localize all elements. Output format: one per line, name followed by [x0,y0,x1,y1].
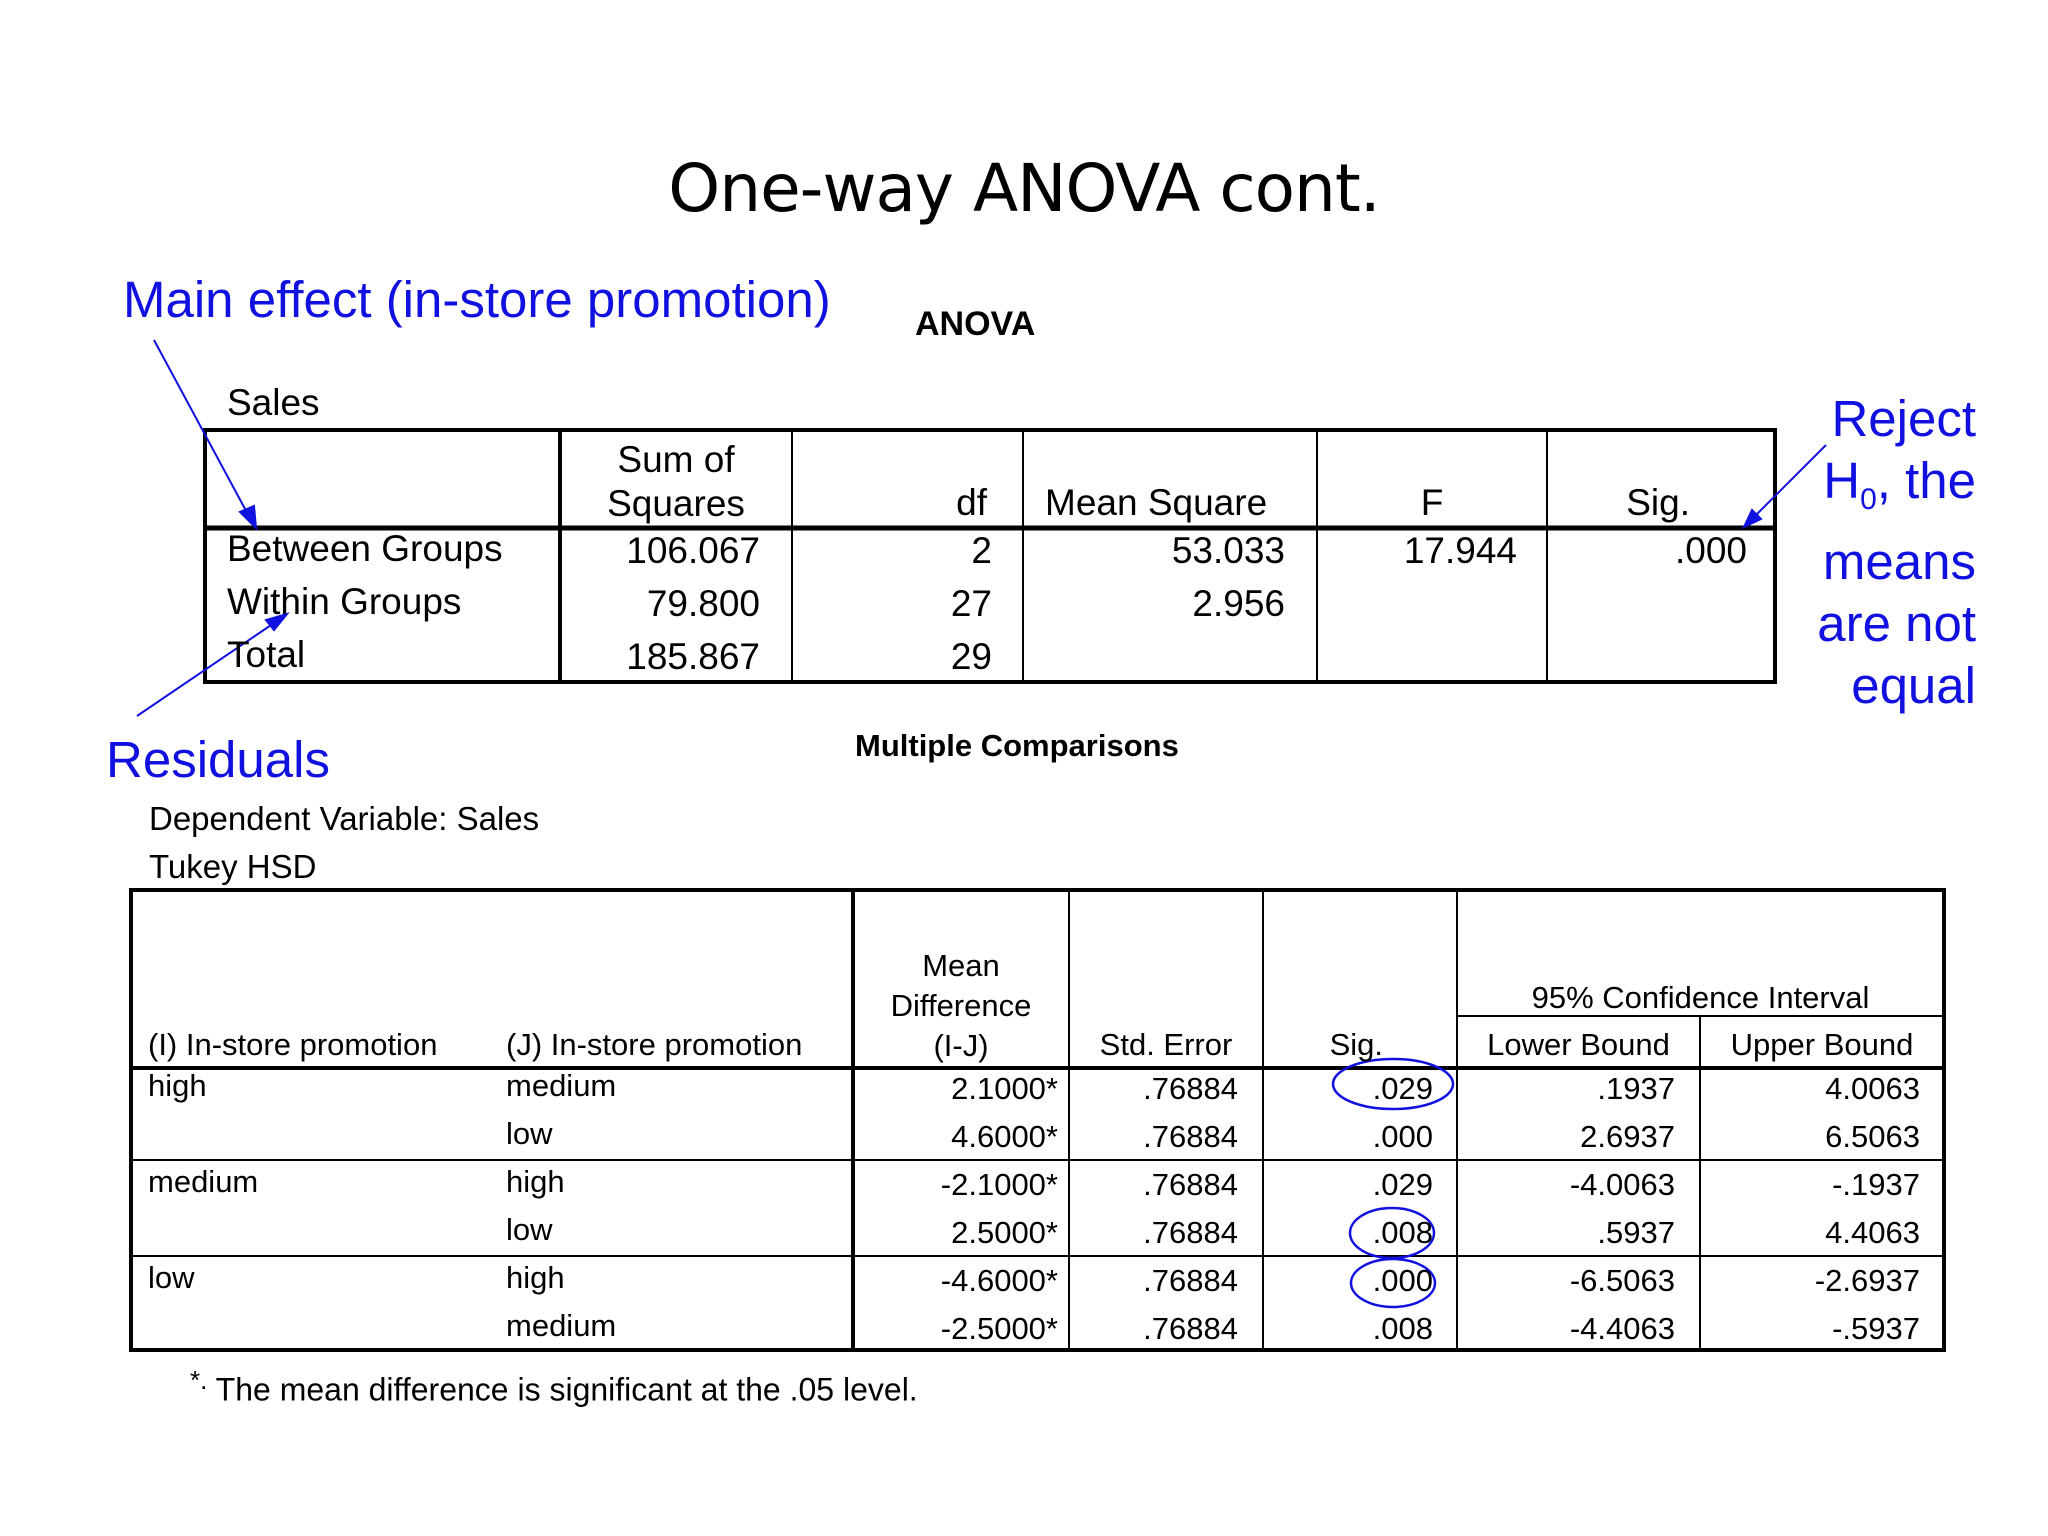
mc-row-mean-difference: -4.6000* [940,1263,1058,1298]
mc-header-i: (I) In-store promotion [148,1027,438,1062]
mc-row-i: medium [148,1164,259,1199]
mc-header-upper-bound: Upper Bound [1730,1027,1914,1062]
slide-title: One-way ANOVA cont. [668,150,1380,227]
anova-header-ms: Mean Square [1045,482,1268,523]
mc-header-std-error: Std. Error [1099,1027,1233,1062]
mc-row-upper-bound: 4.4063 [1825,1215,1920,1250]
mc-row-j: low [506,1116,553,1151]
annotation-reject-h0: Reject $H_0$, the means are not equal [1817,390,1976,715]
anova-row-df: 2 [971,530,992,571]
arrow-head-main-effect [240,506,256,528]
mc-row-lower-bound: -4.0063 [1569,1167,1675,1202]
mc-row-sig: .008 [1372,1215,1433,1250]
mc-row-std-error: .76884 [1143,1215,1238,1250]
anova-row-df: 29 [950,636,992,677]
mc-header-j: (J) In-store promotion [506,1027,803,1062]
mc-row-sig: .000 [1372,1119,1433,1154]
mc-row-mean-difference: -2.1000* [940,1167,1058,1202]
anova-caption: ANOVA [915,305,1036,343]
anova-row-sig: .000 [1674,530,1747,571]
anova-row-label: Between Groups [227,528,503,569]
mc-footnote [190,1365,918,1409]
anova-row-ss: 106.067 [626,530,760,571]
mc-row-std-error: .76884 [1143,1263,1238,1298]
mc-row-lower-bound: -4.4063 [1569,1311,1675,1346]
mc-row-std-error: .76884 [1143,1167,1238,1202]
mc-row-j: medium [506,1068,617,1103]
mc-row-sig: .000 [1372,1263,1433,1298]
mc-row-mean-difference: 2.1000* [951,1071,1058,1106]
mc-row-lower-bound: .5937 [1597,1215,1675,1250]
mc-method-label: Tukey HSD [149,848,317,885]
mc-row-upper-bound: -.5937 [1832,1311,1920,1346]
mc-row-mean-difference: 4.6000* [951,1119,1058,1154]
mc-row-j: low [506,1212,553,1247]
mc-header-lower-bound: Lower Bound [1487,1027,1670,1062]
mc-caption: Multiple Comparisons [855,728,1179,763]
mc-row-upper-bound: -.1937 [1832,1167,1920,1202]
anova-row-ss: 79.800 [646,583,760,624]
mc-row-mean-difference: 2.5000* [951,1215,1058,1250]
anova-header-ss: Sum of Squares [607,439,745,524]
mc-row-std-error: .76884 [1143,1119,1238,1154]
mc-row-upper-bound: 6.5063 [1825,1119,1920,1154]
mc-row-sig: .029 [1372,1167,1433,1202]
mc-row-std-error: .76884 [1143,1071,1238,1106]
mc-dependent-label: Dependent Variable: Sales [149,800,540,837]
anova-row-label: Within Groups [227,581,462,622]
anova-row-ms: 53.033 [1171,530,1285,571]
annotation-main-effect: Main effect (in-store promotion) [123,271,831,328]
annotation-residuals: Residuals [106,731,330,788]
anova-header-f: F [1420,482,1444,523]
anova-row-label: Total [227,634,306,675]
mc-row-lower-bound: 2.6937 [1580,1119,1675,1154]
anova-header-df: df [956,482,987,523]
mc-header-sig: Sig. [1329,1027,1383,1062]
mc-row-i: high [148,1068,207,1103]
mc-row-j: medium [506,1308,617,1343]
anova-row-ss: 185.867 [626,636,760,677]
mc-row-sig: .008 [1372,1311,1433,1346]
mc-row-std-error: .76884 [1143,1311,1238,1346]
mc-row-lower-bound: -6.5063 [1569,1263,1675,1298]
footnote-mark: *. [190,1365,208,1395]
anova-row-ms: 2.956 [1192,583,1285,624]
anova-row-f: 17.944 [1403,530,1517,571]
mc-row-upper-bound: 4.0063 [1825,1071,1920,1106]
footnote-text: The mean difference is significant at the .05 level. [215,1371,918,1408]
mc-row-mean-difference: -2.5000* [940,1311,1058,1346]
mc-row-upper-bound: -2.6937 [1814,1263,1920,1298]
anova-row-df: 27 [950,583,992,624]
mc-header-confidence-interval: 95% Confidence Interval [1531,980,1870,1015]
mc-row-j: high [506,1260,565,1295]
mc-header-mean-difference: Mean Difference (I-J) [890,948,1032,1063]
anova-dependent-label: Sales [227,382,320,423]
anova-header-sig: Sig. [1626,482,1690,523]
mc-row-j: high [506,1164,565,1199]
mc-row-sig: .029 [1372,1071,1433,1106]
mc-row-i: low [148,1260,195,1295]
mc-row-lower-bound: .1937 [1597,1071,1675,1106]
